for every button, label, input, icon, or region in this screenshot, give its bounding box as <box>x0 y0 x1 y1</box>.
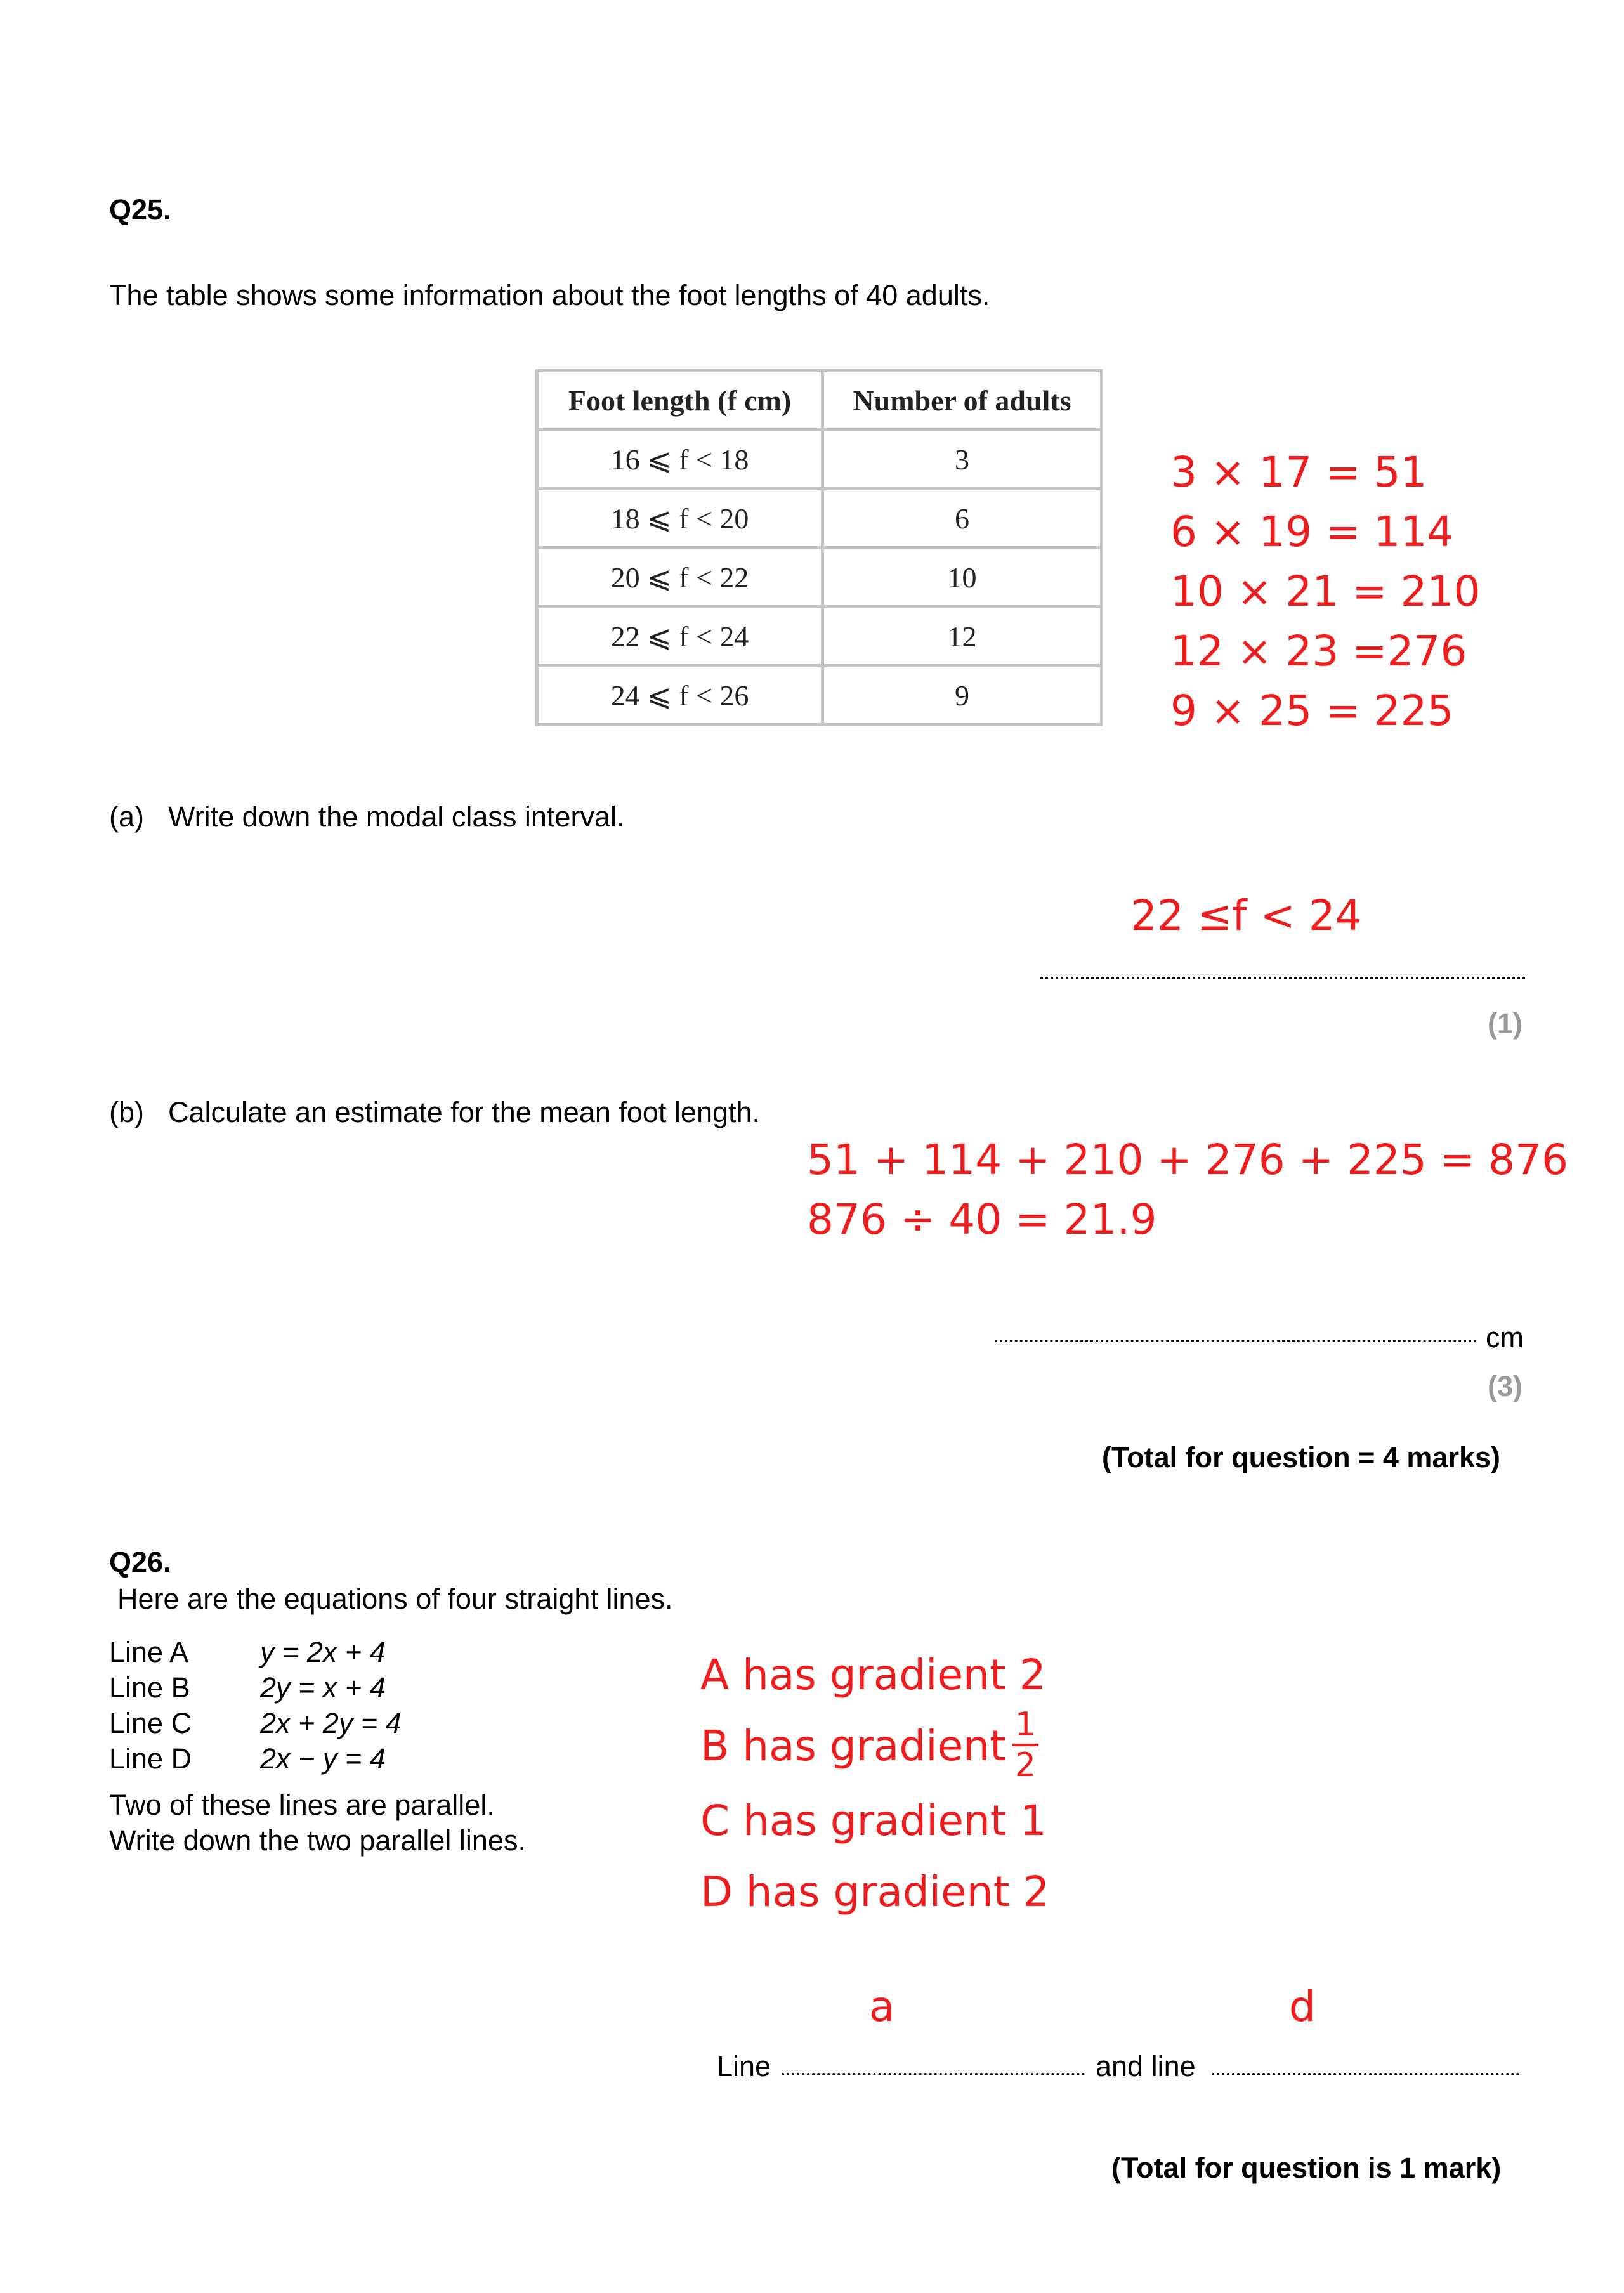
fraction-numerator: 1 <box>1012 1708 1038 1746</box>
table-cell-interval: 20 ⩽ f < 22 <box>537 548 823 607</box>
line-name: Line D <box>109 1742 192 1775</box>
table-cell-interval: 24 ⩽ f < 26 <box>537 666 823 725</box>
gradient-line-a: A has gradient 2 <box>700 1650 1046 1699</box>
one-half-fraction <box>1012 1705 1038 1784</box>
part-b-working <box>807 1130 1568 1250</box>
line-item <box>109 1741 402 1777</box>
table-row <box>537 548 1102 607</box>
gradient-line-b-text: B has gradient <box>700 1721 1006 1770</box>
q26-instruction-1: Two of these lines are parallel. <box>109 1789 495 1821</box>
gradient-line-b <box>700 1705 1049 1786</box>
q26-instruction-2: Write down the two parallel lines. <box>109 1824 526 1857</box>
line-name: Line B <box>109 1671 190 1704</box>
part-b-label: (b) <box>109 1096 144 1128</box>
line-equation: 2y = x + 4 <box>260 1671 386 1704</box>
line-name: Line C <box>109 1707 192 1739</box>
part-a-answer-line <box>1040 977 1526 979</box>
gradient-line-d: D has gradient 2 <box>700 1867 1050 1916</box>
lines-list <box>109 1635 402 1777</box>
q26-label: Q26. <box>109 1546 171 1578</box>
q25-label: Q25. <box>109 193 171 226</box>
working-product-line: 10 × 21 = 210 <box>1170 567 1481 616</box>
q25-intro: The table shows some information about the foot lengths of 40 adults. <box>109 279 990 311</box>
table-cell-interval: 18 ⩽ f < 20 <box>537 489 823 548</box>
part-a-question: Write down the modal class interval. <box>168 800 625 833</box>
answer-dotted-line-2 <box>1212 2073 1519 2075</box>
part-b-question: Calculate an estimate for the mean foot length. <box>168 1096 761 1128</box>
line-name: Line A <box>109 1636 189 1668</box>
working-products <box>1170 443 1480 741</box>
working-product-line: 3 × 17 = 51 <box>1170 448 1427 497</box>
gradient-line-c: C has gradient 1 <box>700 1796 1047 1845</box>
table-header-foot-length: Foot length (f cm) <box>537 371 823 430</box>
part-b-working-line: 876 ÷ 40 = 21.9 <box>807 1195 1157 1244</box>
answer-line-1: a <box>869 1982 895 2031</box>
q26-total: (Total for question is 1 mark) <box>1111 2152 1502 2184</box>
part-b-working-line: 51 + 114 + 210 + 276 + 225 = 876 <box>807 1135 1569 1184</box>
working-product-line: 12 × 23 =276 <box>1170 627 1467 676</box>
line-item <box>109 1670 402 1706</box>
table-cell-count: 9 <box>823 666 1102 725</box>
line-equation: y = 2x + 4 <box>260 1636 386 1668</box>
line-item <box>109 1635 402 1670</box>
table-row <box>537 666 1102 725</box>
part-a-label: (a) <box>109 800 144 833</box>
table-cell-count: 6 <box>823 489 1102 548</box>
foot-length-table <box>535 369 1103 726</box>
part-b-marks: (3) <box>1488 1370 1522 1402</box>
q26-intro: Here are the equations of four straight lines. <box>117 1583 673 1615</box>
fraction-denominator: 2 <box>1014 1746 1037 1784</box>
part-b-unit: cm <box>1486 1321 1524 1354</box>
line-equation: 2x − y = 4 <box>260 1742 386 1775</box>
answer-line-2: d <box>1289 1982 1316 2031</box>
table-cell-count: 12 <box>823 607 1102 666</box>
line-item <box>109 1706 402 1741</box>
part-b-answer-line <box>995 1340 1477 1342</box>
table-header-number-adults: Number of adults <box>823 371 1102 430</box>
answer-label-and-line: and line <box>1096 2050 1196 2082</box>
table-cell-count: 3 <box>823 430 1102 489</box>
table-header-row <box>537 371 1102 430</box>
answer-label-line: Line <box>717 2050 771 2082</box>
part-a-answer: 22 ≤f < 24 <box>1130 891 1362 940</box>
table-row <box>537 489 1102 548</box>
table-row <box>537 430 1102 489</box>
part-a-marks: (1) <box>1488 1007 1522 1040</box>
table-row <box>537 607 1102 666</box>
line-equation: 2x + 2y = 4 <box>260 1707 402 1739</box>
q26-instructions <box>109 1787 526 1859</box>
table-cell-count: 10 <box>823 548 1102 607</box>
table-cell-interval: 16 ⩽ f < 18 <box>537 430 823 489</box>
working-product-line: 9 × 25 = 225 <box>1170 686 1454 735</box>
gradient-working <box>700 1640 1049 1928</box>
table-cell-interval: 22 ⩽ f < 24 <box>537 607 823 666</box>
working-product-line: 6 × 19 = 114 <box>1170 507 1454 556</box>
answer-dotted-line-1 <box>782 2073 1085 2075</box>
q25-total: (Total for question = 4 marks) <box>1102 1441 1501 1473</box>
